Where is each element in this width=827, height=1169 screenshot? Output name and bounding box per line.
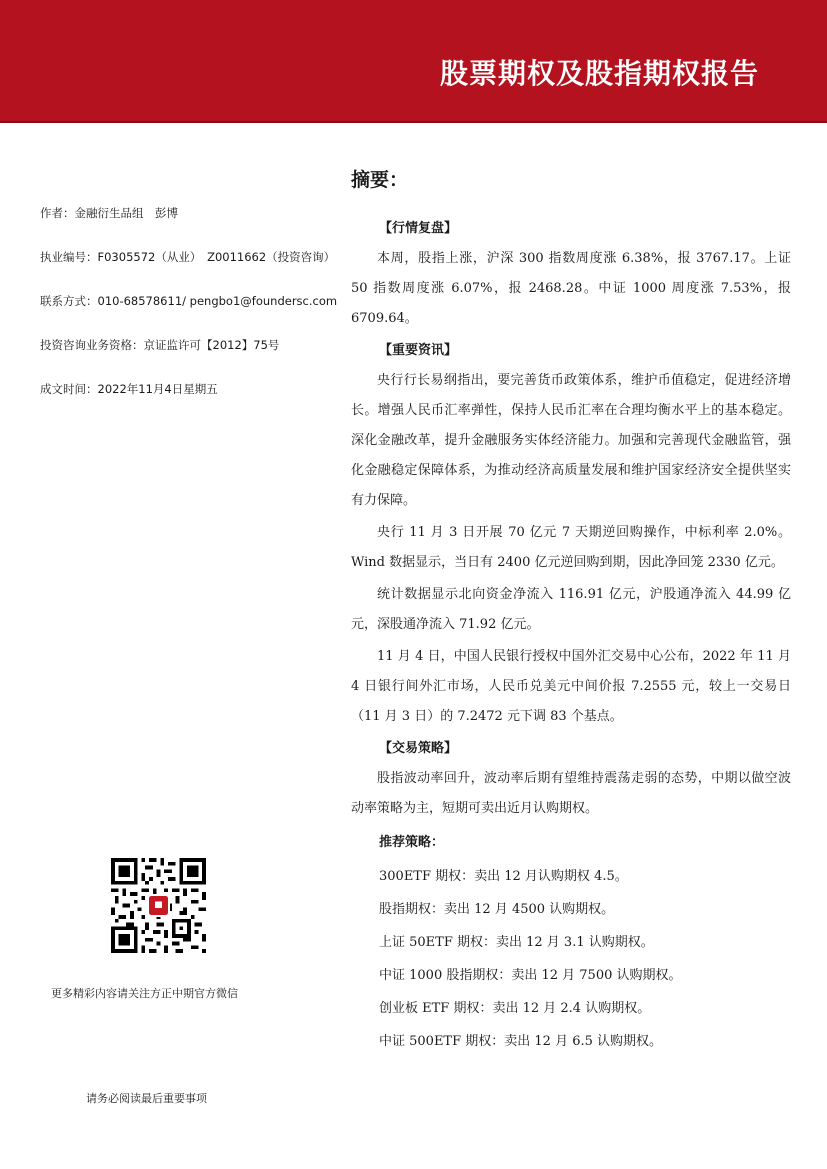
recommendation-item: 中证 500ETF 期权：卖出 12 月 6.5 认购期权。 (379, 1034, 663, 1049)
header-banner (0, 0, 827, 121)
qr-code-icon (111, 858, 206, 953)
recommendation-item: 中证 1000 股指期权：卖出 12 月 7500 认购期权。 (379, 968, 682, 983)
report-title: 股票期权及股指期权报告 (439, 57, 759, 90)
news-paragraph: 统计数据显示北向资金净流入 116.91 亿元，沪股通净流入 44.99 亿元，深股通净流入 71.92 亿元。 (351, 587, 791, 632)
author-info-panel (40, 206, 340, 426)
strategy-heading: 【交易策略】 (379, 741, 458, 756)
market-review-text: 本周，股指上涨，沪深 300 指数周度涨 6.38%，报 3767.17。上证 50 指数周度涨 6.07%，报 2468.28。中证 1000 周度涨 7.53%，报 6709.64。 (351, 251, 791, 326)
strategy-text: 股指波动率回升，波动率后期有望维持震荡走弱的态势，中期以做空波动率策略为主，短期可卖出近月认购期权。 (351, 771, 791, 816)
date-line: 成文时间：2022年11月4日星期五 (40, 382, 218, 396)
recommendation-item: 300ETF 期权：卖出 12 月认购期权 4.5。 (379, 869, 628, 884)
author-line: 作者：金融衍生品组 彭博 (40, 206, 178, 220)
news-paragraph: 央行行长易纲指出，要完善货币政策体系，维护币值稳定，促进经济增长。增强人民币汇率弹性，保持人民币汇率在合理均衡水平上的基本稳定。深化金融改革，提升金融服务实体经济能力。加强和完善现代金融监管，强化金融稳定保障体系，为推动经济高质量发展和维护国家经济安全提供坚实有力保障。 (351, 373, 791, 508)
recommendation-heading: 推荐策略： (379, 835, 445, 850)
recommendation-item: 创业板 ETF 期权：卖出 12 月 2.4 认购期权。 (379, 1001, 651, 1016)
qr-caption: 更多精彩内容请关注方正中期官方微信 (51, 987, 238, 1000)
news-heading: 【重要资讯】 (379, 343, 458, 358)
recommendation-item: 股指期权：卖出 12 月 4500 认购期权。 (379, 902, 615, 917)
recommendation-item: 上证 50ETF 期权：卖出 12 月 3.1 认购期权。 (379, 935, 654, 950)
summary-title: 摘要： (351, 169, 409, 191)
news-paragraph: 11 月 4 日，中国人民银行授权中国外汇交易中心公布，2022 年 11 月 4 日银行间外汇市场，人民币兑美元中间价报 7.2555 元，较上一交易日（11 月 3 日）的 7.2472 元下调 83 个基点。 (351, 649, 791, 724)
header-divider (0, 121, 827, 123)
footer-disclaimer-note: 请务必阅读最后重要事项 (86, 1092, 207, 1105)
summary-body (351, 214, 791, 1058)
market-review-heading: 【行情复盘】 (379, 221, 458, 236)
license-line: 执业编号：F0305572（从业） Z0011662（投资咨询） (40, 250, 336, 264)
news-paragraph: 央行 11 月 3 日开展 70 亿元 7 天期逆回购操作，中标利率 2.0%。Wind 数据显示，当日有 2400 亿元逆回购到期，因此净回笼 2330 亿元。 (351, 525, 791, 570)
qualification-line: 投资咨询业务资格：京证监许可【2012】75号 (40, 338, 280, 352)
contact-line[interactable]: 联系方式：010-68578611/ pengbo1@foundersc.com (40, 294, 338, 308)
